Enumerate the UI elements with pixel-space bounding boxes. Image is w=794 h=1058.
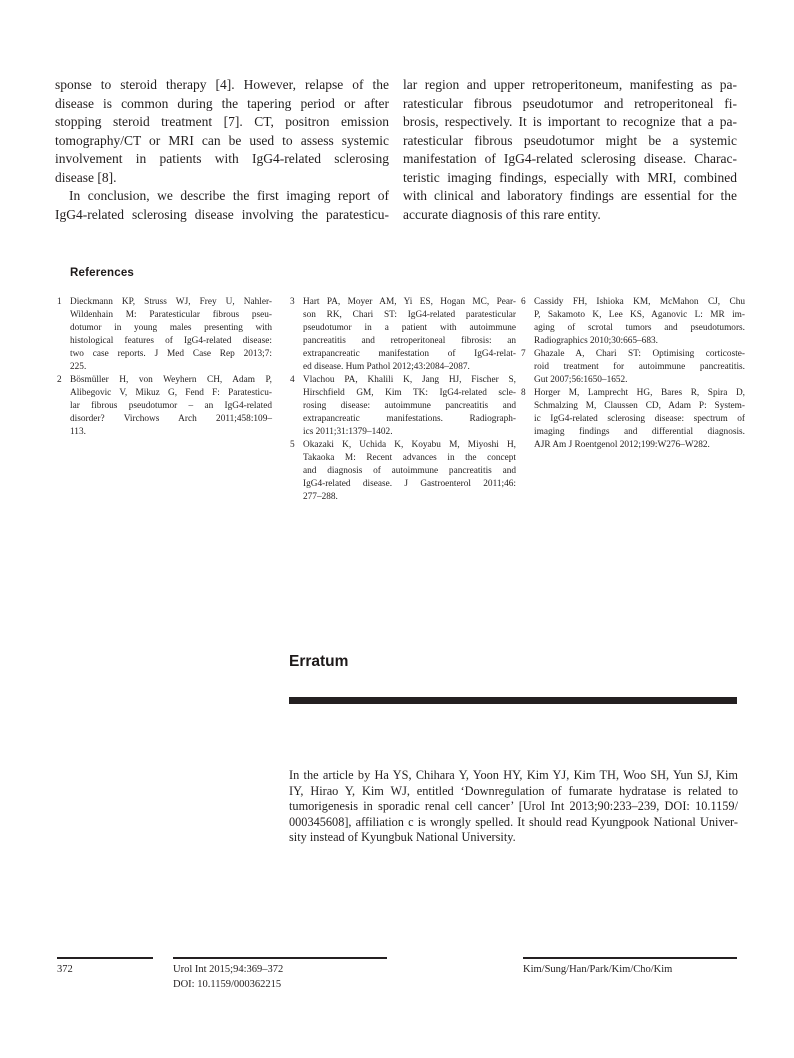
reference-number: 1 xyxy=(57,297,62,307)
text-line: 000345608], affiliation c is wrongly spelled. It should read Kyungpook National Univer- xyxy=(289,814,738,829)
page-number: 372 xyxy=(57,964,73,975)
text-line: extrapancreatic manifestations. Radiograph- xyxy=(303,414,516,424)
text-line: ratesticular fibrous pseudotumor and retroperitoneal fi- xyxy=(403,95,737,111)
text-line: Hirschfield GM, Kim TK: IgG4-related scle- xyxy=(303,388,516,398)
text-line: stopping steroid treatment [7]. CT, positron emission xyxy=(55,114,389,129)
text-line: histological features of IgG4-related disease: xyxy=(70,336,272,346)
text-line: extrapancreatic manifestation of IgG4-relat- xyxy=(303,349,516,359)
text-line: disorder? Virchows Arch 2011;458:109– xyxy=(70,414,272,424)
text-line: Horger M, Lamprecht HG, Bares R, Spira D, xyxy=(534,388,745,398)
erratum-heading: Erratum xyxy=(289,653,349,670)
references-heading: References xyxy=(70,267,135,279)
text-line: Alibegovic V, Mikuz G, Fend F: Paratesticu- xyxy=(70,388,272,398)
text-line: 225. xyxy=(70,362,87,372)
footer-rule-right xyxy=(523,957,737,959)
text-line: son RK, Chari ST: IgG4-related paratesticular xyxy=(303,310,516,320)
text-line: sponse to steroid therapy [4]. However, relapse of the xyxy=(55,77,389,92)
text-line: pancreatitis and retroperitoneal fibrosis: an xyxy=(303,336,516,346)
erratum-divider-bar xyxy=(289,697,737,704)
text-line: tumorigenesis in sporadic renal cell cancer’ [Urol Int 2013;90:233–239, DOI: 10.1159/ xyxy=(289,799,738,814)
text-line: tomography/CT or MRI can be used to assess systemic xyxy=(55,132,389,148)
text-line: 113. xyxy=(70,427,86,437)
text-line: IgG4-related sclerosing disease involving the paratesticu- xyxy=(55,206,389,222)
reference-text xyxy=(534,348,745,387)
running-authors: Kim/Sung/Han/Park/Kim/Cho/Kim xyxy=(523,964,673,975)
text-line: ic IgG4-related sclerosing disease: spectrum of xyxy=(534,414,745,424)
text-line: disease [8]. xyxy=(55,169,117,185)
references-column-1 xyxy=(57,296,272,439)
text-line: and diagnosis of autoimmune pancreatitis and xyxy=(303,466,516,476)
text-line: with clinical and laboratory findings are essential for the xyxy=(403,188,737,203)
reference-text xyxy=(534,387,745,452)
text-line: In conclusion, we describe the first imaging report of xyxy=(69,188,389,203)
body-column-left xyxy=(55,76,389,224)
text-line: IY, Hirao Y, Kim WJ, entitled ‘Downregulation of fumarate hydratase is related to xyxy=(289,783,738,798)
reference-number: 5 xyxy=(290,440,295,450)
reference-number: 6 xyxy=(521,297,526,307)
text-line: P, Sakamoto K, Lee KS, Aganovic L: MR im- xyxy=(534,310,745,320)
text-line: dotumor in young males presenting with xyxy=(70,323,272,333)
journal-citation-line1: Urol Int 2015;94:369–372 xyxy=(173,964,284,975)
text-line: sity instead of Kyungbuk National University. xyxy=(289,830,516,845)
reference-number: 8 xyxy=(521,388,526,398)
text-line: Schmalzing M, Claussen CD, Adam P: System- xyxy=(534,401,745,411)
reference-number: 4 xyxy=(290,375,295,385)
text-line: Cassidy FH, Ishioka KM, McMahon CJ, Chu xyxy=(534,297,745,307)
footer-rule-left xyxy=(57,957,153,959)
footer-rule-center xyxy=(173,957,387,959)
reference-number: 7 xyxy=(521,349,526,359)
text-line: two case reports. J Med Case Rep 2013;7: xyxy=(70,349,272,359)
text-line: Vlachou PA, Khalili K, Jang HJ, Fischer S, xyxy=(303,375,516,385)
reference-text xyxy=(303,296,516,374)
text-line: rosing disease: autoimmune pancreatitis and xyxy=(303,401,516,411)
reference-item xyxy=(521,348,745,387)
text-line: lar fibrous pseudotumor – an IgG4-related xyxy=(70,401,272,411)
erratum-paragraph xyxy=(289,768,738,846)
text-line: 277–288. xyxy=(303,492,338,502)
text-line: disease is common during the tapering period or after xyxy=(55,95,389,111)
text-line: roid treatment for autoimmune pancreatitis. xyxy=(534,362,745,372)
journal-citation xyxy=(173,963,283,992)
text-line: accurate diagnosis of this rare entity. xyxy=(403,206,601,222)
text-line: pseudotumor in a patient with autoimmune xyxy=(303,323,516,333)
text-line: ed disease. Hum Pathol 2012;43:2084–2087. xyxy=(303,362,470,372)
text-line: Gut 2007;56:1650–1652. xyxy=(534,375,628,385)
text-line: Bösmüller H, von Weyhern CH, Adam P, xyxy=(70,375,272,385)
body-column-right xyxy=(403,76,737,224)
text-line: Dieckmann KP, Struss WJ, Frey U, Nahler- xyxy=(70,297,272,307)
reference-text xyxy=(70,296,272,374)
text-line: teristic imaging findings, especially with MRI, combined xyxy=(403,169,737,185)
text-line: ics 2011;31:1379–1402. xyxy=(303,427,393,437)
text-line: Okazaki K, Uchida K, Koyabu M, Miyoshi H, xyxy=(303,440,516,450)
reference-item xyxy=(290,296,516,374)
reference-text xyxy=(303,439,516,504)
journal-doi: DOI: 10.1159/000362215 xyxy=(173,978,282,990)
text-line: Radiographics 2010;30:665–683. xyxy=(534,336,658,346)
text-line: In the article by Ha YS, Chihara Y, Yoon HY, Kim YJ, Kim TH, Woo SH, Yun SJ, Kim xyxy=(289,768,738,782)
reference-text xyxy=(534,296,745,348)
reference-number: 2 xyxy=(57,375,62,385)
reference-item xyxy=(57,374,272,439)
reference-item xyxy=(521,296,745,348)
text-line: involvement in patients with IgG4-related sclerosing xyxy=(55,151,389,166)
reference-item xyxy=(521,387,745,452)
reference-item xyxy=(57,296,272,374)
text-line: lar region and upper retroperitoneum, manifesting as pa- xyxy=(403,77,737,92)
text-line: AJR Am J Roentgenol 2012;199:W276–W282. xyxy=(534,440,710,450)
references-column-3 xyxy=(521,296,745,452)
text-line: Ghazale A, Chari ST: Optimising corticoste- xyxy=(534,349,745,359)
reference-item xyxy=(290,439,516,504)
reference-text xyxy=(70,374,272,439)
text-line: Takaoka M: Recent advances in the concept xyxy=(303,453,516,463)
text-line: IgG4-related disease. J Gastroenterol 2011;46: xyxy=(303,479,516,489)
text-line: ratesticular fibrous pseudotumor might be a systemic xyxy=(403,132,737,148)
text-line: manifestation of IgG4-related sclerosing disease. Charac- xyxy=(403,151,737,166)
reference-item xyxy=(290,374,516,439)
reference-number: 3 xyxy=(290,297,295,307)
references-column-2 xyxy=(290,296,516,504)
text-line: aging of scrotal tumors and pseudotumors. xyxy=(534,323,745,333)
text-line: Wildenhain M: Paratesticular fibrous pseu- xyxy=(70,310,272,320)
reference-text xyxy=(303,374,516,439)
text-line: Hart PA, Moyer AM, Yi ES, Hogan MC, Pear- xyxy=(303,297,516,307)
text-line: brosis, respectively. It is important to recognize that a pa- xyxy=(403,114,737,129)
text-line: imaging findings and differential diagnosis. xyxy=(534,427,745,437)
